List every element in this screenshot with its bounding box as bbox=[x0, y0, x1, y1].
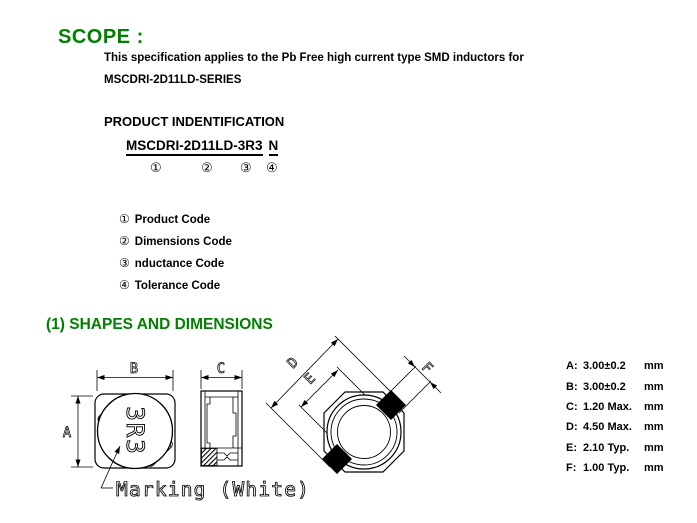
code-legend-item bbox=[119, 234, 232, 248]
dim-label-d: D bbox=[284, 354, 302, 372]
dimension-value: 4.50 Max. bbox=[583, 421, 632, 434]
dimension-row-c bbox=[566, 397, 694, 417]
shapes-dimensions-heading: (1) SHAPES AND DIMENSIONS bbox=[46, 316, 273, 333]
dimension-key: E: bbox=[566, 441, 577, 454]
code-legend-label: nductance Code bbox=[134, 258, 225, 270]
dimension-unit: mm bbox=[644, 441, 664, 454]
code-legend-label: Product Code bbox=[134, 214, 211, 226]
inductance-marking-text: 3R3 bbox=[121, 406, 149, 456]
side-view-drawing bbox=[201, 361, 242, 466]
dimension-row-a bbox=[566, 356, 694, 376]
position-marker-2: ② bbox=[201, 160, 213, 175]
code-legend-marker: ① bbox=[119, 212, 130, 226]
scope-heading: SCOPE : bbox=[58, 26, 144, 48]
dimension-key: F: bbox=[566, 462, 577, 475]
part-number-inductance-code: 3R3 bbox=[238, 138, 263, 156]
position-marker-4: ④ bbox=[266, 160, 278, 175]
part-number-tolerance-code: N bbox=[269, 138, 279, 156]
dimension-row-d bbox=[566, 417, 694, 437]
dimension-unit: mm bbox=[644, 462, 664, 475]
dimension-row-e bbox=[566, 438, 694, 458]
dimension-key: B: bbox=[566, 380, 578, 393]
dimension-row-b bbox=[566, 376, 694, 396]
dimension-unit: mm bbox=[644, 360, 664, 373]
code-legend-label: Tolerance Code bbox=[134, 280, 221, 292]
code-legend-item bbox=[119, 256, 224, 270]
position-marker-1: ① bbox=[150, 160, 162, 175]
dimension-unit: mm bbox=[644, 380, 664, 393]
dimensions-table bbox=[566, 356, 694, 478]
scope-series-name: MSCDRI-2D11LD-SERIES bbox=[104, 74, 242, 86]
dimension-unit: mm bbox=[644, 421, 664, 434]
code-legend-marker: ② bbox=[119, 234, 130, 248]
code-legend-marker: ④ bbox=[119, 278, 130, 292]
dim-label-e: E bbox=[301, 370, 319, 388]
code-legend-marker: ③ bbox=[119, 256, 130, 270]
position-marker-3: ③ bbox=[240, 160, 252, 175]
dim-label-b: B bbox=[129, 361, 139, 377]
dimension-value: 3.00±0.2 bbox=[583, 360, 626, 373]
code-legend-item bbox=[119, 278, 220, 292]
part-number-separator: - bbox=[233, 138, 238, 156]
bottom-view-drawing bbox=[266, 336, 441, 474]
code-legend-item bbox=[119, 212, 210, 226]
product-identification-heading: PRODUCT INDENTIFICATION bbox=[104, 114, 285, 129]
dim-label-f: F bbox=[418, 359, 436, 377]
solder-terminal-hatched bbox=[202, 449, 218, 466]
scope-description-line1: This specification applies to the Pb Free high current type SMD inductors for bbox=[104, 52, 524, 64]
dimension-key: D: bbox=[566, 421, 578, 434]
dim-label-c: C bbox=[216, 361, 226, 377]
dimension-key: A: bbox=[566, 360, 578, 373]
dimension-value: 2.10 Typ. bbox=[583, 441, 630, 454]
part-number-product-code: MSCDRI bbox=[126, 138, 179, 156]
dimension-value: 1.20 Max. bbox=[583, 400, 632, 413]
dimension-drawing bbox=[55, 336, 465, 523]
dimension-value: 1.00 Typ. bbox=[583, 462, 630, 475]
marking-note-text: Marking (White) bbox=[116, 478, 311, 501]
top-view-drawing bbox=[63, 361, 310, 501]
dim-label-a: A bbox=[62, 425, 72, 441]
dimension-value: 3.00±0.2 bbox=[583, 380, 626, 393]
dimension-key: C: bbox=[566, 400, 578, 413]
dimension-row-f bbox=[566, 458, 694, 478]
part-number bbox=[126, 138, 278, 153]
part-number-dimensions-code: 2D11LD bbox=[184, 138, 234, 156]
part-number-separator: - bbox=[179, 138, 184, 156]
dimension-unit: mm bbox=[644, 400, 664, 413]
code-legend-label: Dimensions Code bbox=[134, 236, 232, 248]
